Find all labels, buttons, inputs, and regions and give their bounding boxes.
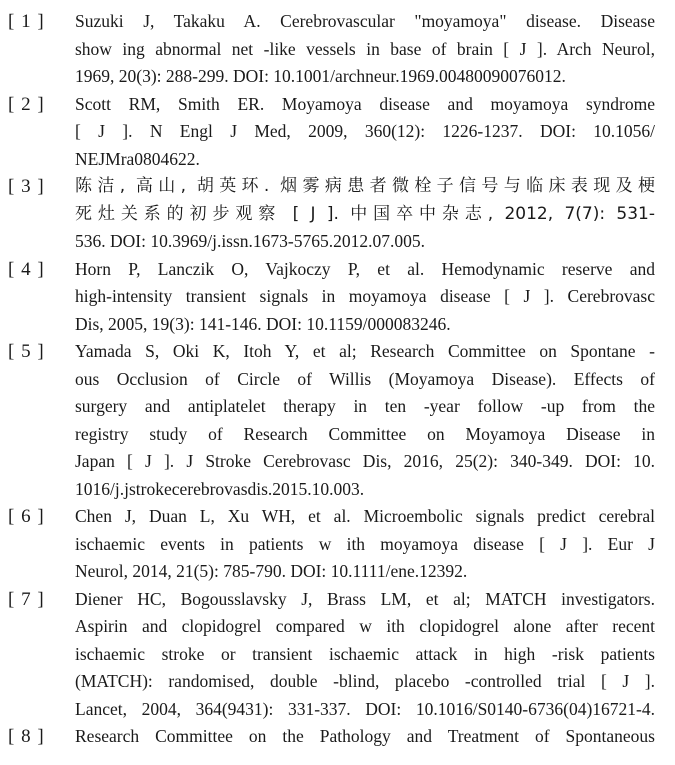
- reference-line: Chen J, Duan L, Xu WH, et al. Microembolic signals predict cerebral: [75, 506, 655, 526]
- reference-line: 死灶关系的初步观察 [ J ]. 中国卒中杂志, 2012, 7(7): 531-: [75, 203, 655, 224]
- reference-text: [75, 8, 655, 91]
- reference-text: [75, 586, 655, 724]
- reference-line: Scott RM, Smith ER. Moyamoya disease and moyamoya syndrome: [75, 93, 655, 114]
- reference-text: [75, 91, 655, 174]
- reference-line: Neurol, 2014, 21(5): 785-790. DOI: 10.1111/ene.12392.: [75, 561, 468, 581]
- reference-line: 陈洁, 高山, 胡英环. 烟雾病患者微栓子信号与临床表现及梗: [75, 176, 655, 196]
- reference-line: Horn P, Lanczik O, Vajkoczy P, et al. Hemodynamic reserve and: [75, 258, 655, 279]
- reference-entry: [0, 256, 675, 339]
- reference-text: [75, 338, 655, 503]
- reference-line: [ J ]. N Engl J Med, 2009, 360(12): 1226-1237. DOI: 10.1056/: [75, 121, 655, 141]
- reference-line: 1016/j.jstrokecerebrovasdis.2015.10.003.: [75, 478, 365, 499]
- reference-text: [75, 173, 655, 256]
- reference-number: [ 2 ]: [8, 93, 45, 115]
- reference-line: Aspirin and clopidogrel compared w ith clopidogrel alone after recent: [75, 616, 655, 636]
- reference-line: registry study of Research Committee on Moyamoya Disease in: [75, 423, 655, 444]
- reference-line: surgery and antiplatelet therapy in ten -year follow -up from the: [75, 396, 655, 416]
- reference-text: [75, 723, 655, 751]
- reference-number: [ 6 ]: [8, 506, 45, 527]
- reference-entry: [0, 338, 675, 503]
- reference-entry: [0, 91, 675, 174]
- reference-number: [ 8 ]: [8, 726, 45, 747]
- reference-entry: [0, 8, 675, 91]
- reference-line: Diener HC, Bogousslavsky J, Brass LM, et al; MATCH investigators.: [75, 588, 655, 609]
- reference-line: ischaemic events in patients w ith moyamoya disease [ J ]. Eur J: [75, 533, 655, 554]
- reference-line: 1969, 20(3): 288-299. DOI: 10.1001/archneur.1969.00480090076012.: [75, 66, 566, 86]
- reference-line: (MATCH): randomised, double -blind, placebo -controlled trial [ J ].: [75, 671, 655, 691]
- reference-line: show ing abnormal net -like vessels in base of brain [ J ]. Arch Neurol,: [75, 38, 655, 59]
- reference-entry: [0, 503, 675, 586]
- reference-line: ous Occlusion of Circle of Willis (Moyamoya Disease). Effects of: [75, 368, 655, 389]
- reference-line: Dis, 2005, 19(3): 141-146. DOI: 10.1159/000083246.: [75, 313, 451, 334]
- reference-number: [ 5 ]: [8, 341, 45, 362]
- reference-entry: [0, 173, 675, 256]
- reference-number: [ 4 ]: [8, 258, 45, 280]
- reference-text: [75, 256, 655, 339]
- reference-line: 536. DOI: 10.3969/j.issn.1673-5765.2012.07.005.: [75, 231, 425, 251]
- reference-line: Suzuki J, Takaku A. Cerebrovascular "moyamoya" disease. Disease: [75, 11, 655, 31]
- reference-line: Japan [ J ]. J Stroke Cerebrovasc Dis, 2016, 25(2): 340-349. DOI: 10.: [75, 451, 655, 471]
- reference-entry: [0, 586, 675, 724]
- reference-line: ischaemic stroke or transient ischaemic attack in high -risk patients: [75, 643, 655, 664]
- reference-number: [ 1 ]: [8, 11, 45, 32]
- reference-line: NEJMra0804622.: [75, 148, 200, 169]
- reference-line: Research Committee on the Pathology and Treatment of Spontaneous: [75, 726, 655, 746]
- reference-entry: [0, 723, 675, 751]
- reference-line: Yamada S, Oki K, Itoh Y, et al; Research Committee on Spontane -: [75, 341, 655, 361]
- reference-line: high-intensity transient signals in moyamoya disease [ J ]. Cerebrovasc: [75, 286, 655, 306]
- reference-line: Lancet, 2004, 364(9431): 331-337. DOI: 10.1016/S0140-6736(04)16721-4.: [75, 698, 655, 719]
- reference-number: [ 3 ]: [8, 176, 45, 197]
- reference-number: [ 7 ]: [8, 588, 45, 610]
- reference-text: [75, 503, 655, 586]
